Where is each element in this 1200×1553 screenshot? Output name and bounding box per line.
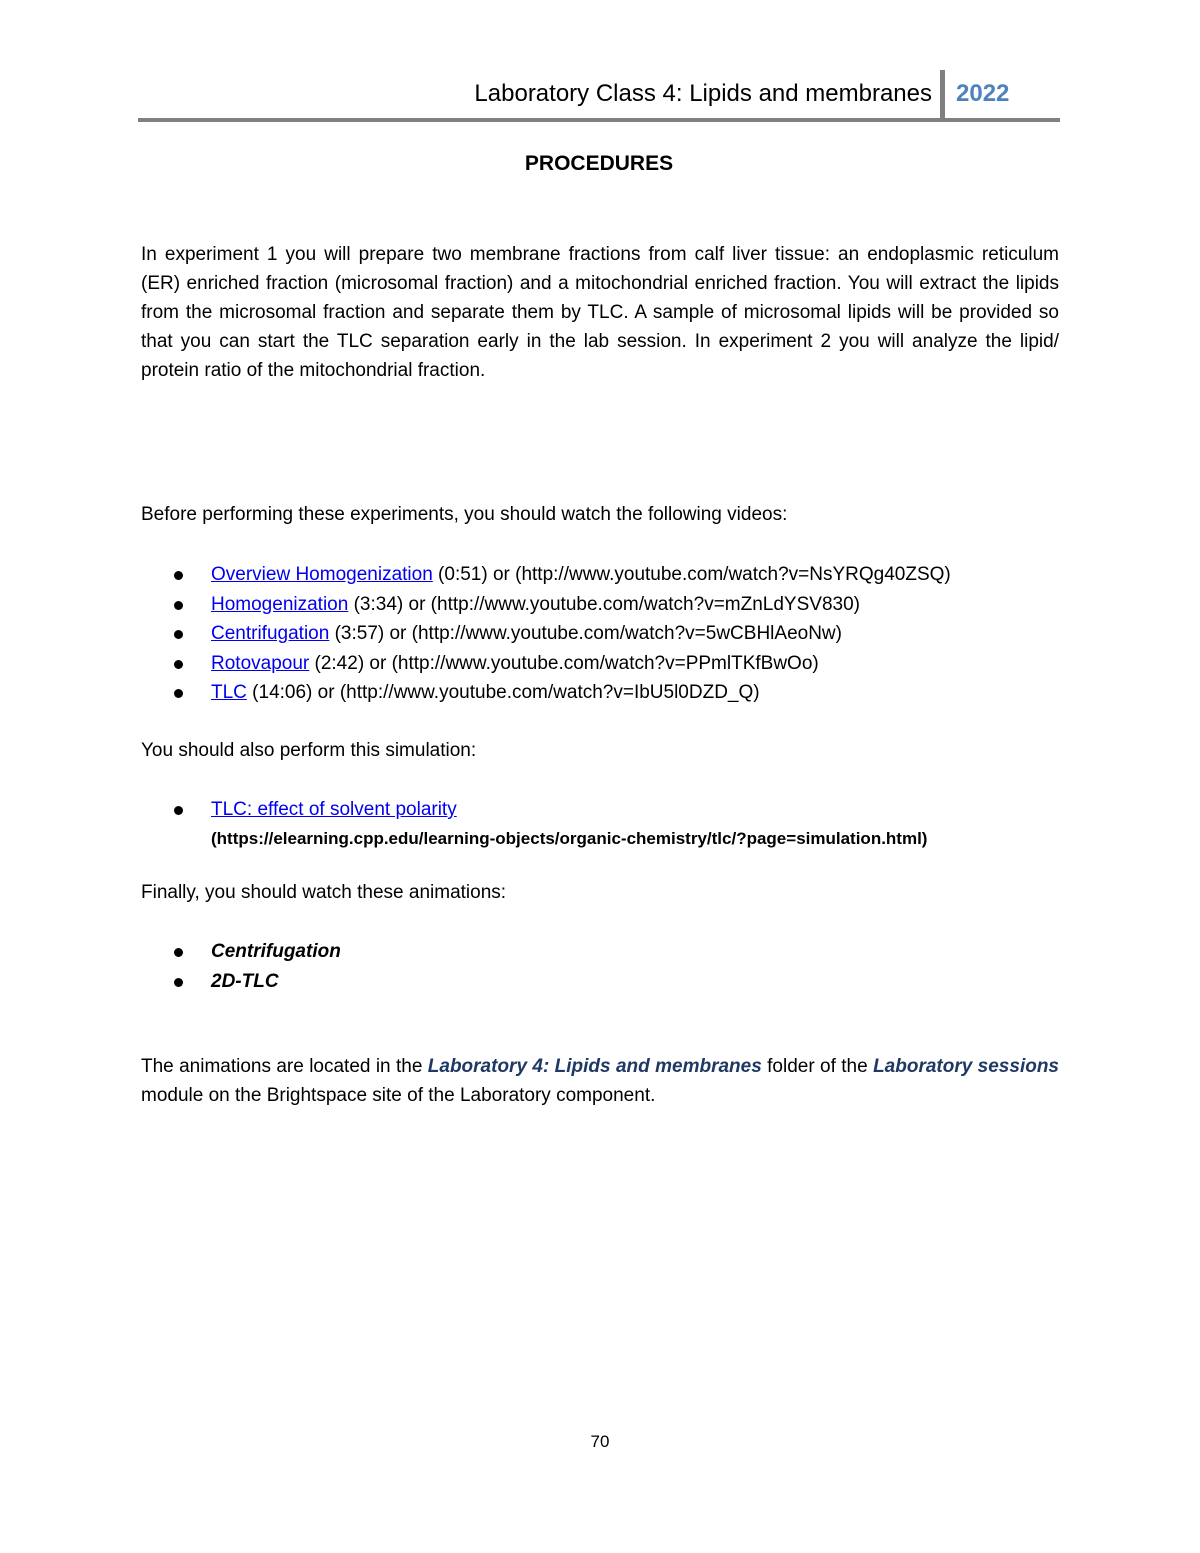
bullet-icon [174,948,183,957]
video-link-homogenization[interactable]: Homogenization [211,593,349,615]
video-details: (3:57) or (http://www.youtube.com/watch?v=5wCBHlAeoNw) [329,623,842,644]
video-details: (3:34) or (http://www.youtube.com/watch?v=mZnLdYSV830) [348,593,860,615]
video-details: (2:42) or (http://www.youtube.com/watch?v=PPmlTKfBwOo) [309,652,819,674]
list-item [170,590,1070,620]
header-divider [940,70,945,122]
folder-name: Laboratory 4: Lipids and membranes [427,1056,762,1077]
video-link-overview-homogenization[interactable]: Overview Homogenization [211,564,433,585]
list-item [170,967,1070,997]
animation-list [170,937,1070,996]
animation-item: Centrifugation [211,941,341,962]
intro-paragraph [141,240,1059,385]
intro-text: In experiment 1 you will prepare two membrane fractions from calf liver tissue: an endoplasmic reticulum (ER) enriched fraction (microsomal fraction) and a mitochondrial enriched fraction. You will extract the lipids from the microsomal fraction and separate them by TLC. A sample of microsomal lipids will be provided so that you can start the TLC separation early in the lab session. In experiment 2 you will analyze the lipid/ protein ratio of the mitochondrial fraction. [141,244,1059,381]
closing-text-1: The animations are located in the [141,1056,428,1077]
closing-text-3: module on the Brightspace site of the Laboratory component. [141,1085,656,1106]
videos-intro: Before performing these experiments, you should watch the following videos: [141,504,788,525]
list-item [170,825,1070,853]
header-title: Laboratory Class 4: Lipids and membranes [474,80,932,107]
animation-item: 2D-TLC [211,970,279,992]
simulation-intro: You should also perform this simulation: [141,740,477,761]
header-rule [138,118,1060,122]
bullet-icon [174,660,183,669]
closing-text-2: folder of the [761,1056,874,1077]
simulation-list [170,795,1070,853]
closing-paragraph [141,1052,1059,1110]
video-link-rotovapour[interactable]: Rotovapour [211,652,310,674]
list-item [170,649,1070,679]
bullet-icon [174,978,183,987]
video-link-centrifugation[interactable]: Centrifugation [211,623,330,644]
bullet-icon [174,806,183,815]
simulation-url: (https://elearning.cpp.edu/learning-objects/organic-chemistry/tlc/?page=simulation.html) [211,828,928,848]
list-item [170,678,1070,708]
section-heading: PROCEDURES [524,152,674,175]
module-name: Laboratory sessions [873,1056,1059,1077]
page-header [138,70,1060,124]
video-list [170,560,1070,708]
bullet-icon [174,689,183,698]
simulation-link[interactable]: TLC: effect of solvent polarity [211,799,457,820]
video-details: (0:51) or (http://www.youtube.com/watch?v=NsYRQg40ZSQ) [432,564,951,585]
video-details: (14:06) or (http://www.youtube.com/watch?v=IbU5l0DZD_Q) [246,682,760,703]
page-number: 70 [590,1432,610,1451]
video-link-tlc[interactable]: TLC [211,682,247,703]
list-item [170,795,1070,825]
list-item [170,560,1070,590]
list-item [170,937,1070,967]
header-year: 2022 [956,80,1010,107]
animations-intro: Finally, you should watch these animations: [141,882,507,903]
list-item [170,619,1070,649]
bullet-icon [174,630,183,639]
bullet-icon [174,571,183,580]
bullet-icon [174,601,183,610]
